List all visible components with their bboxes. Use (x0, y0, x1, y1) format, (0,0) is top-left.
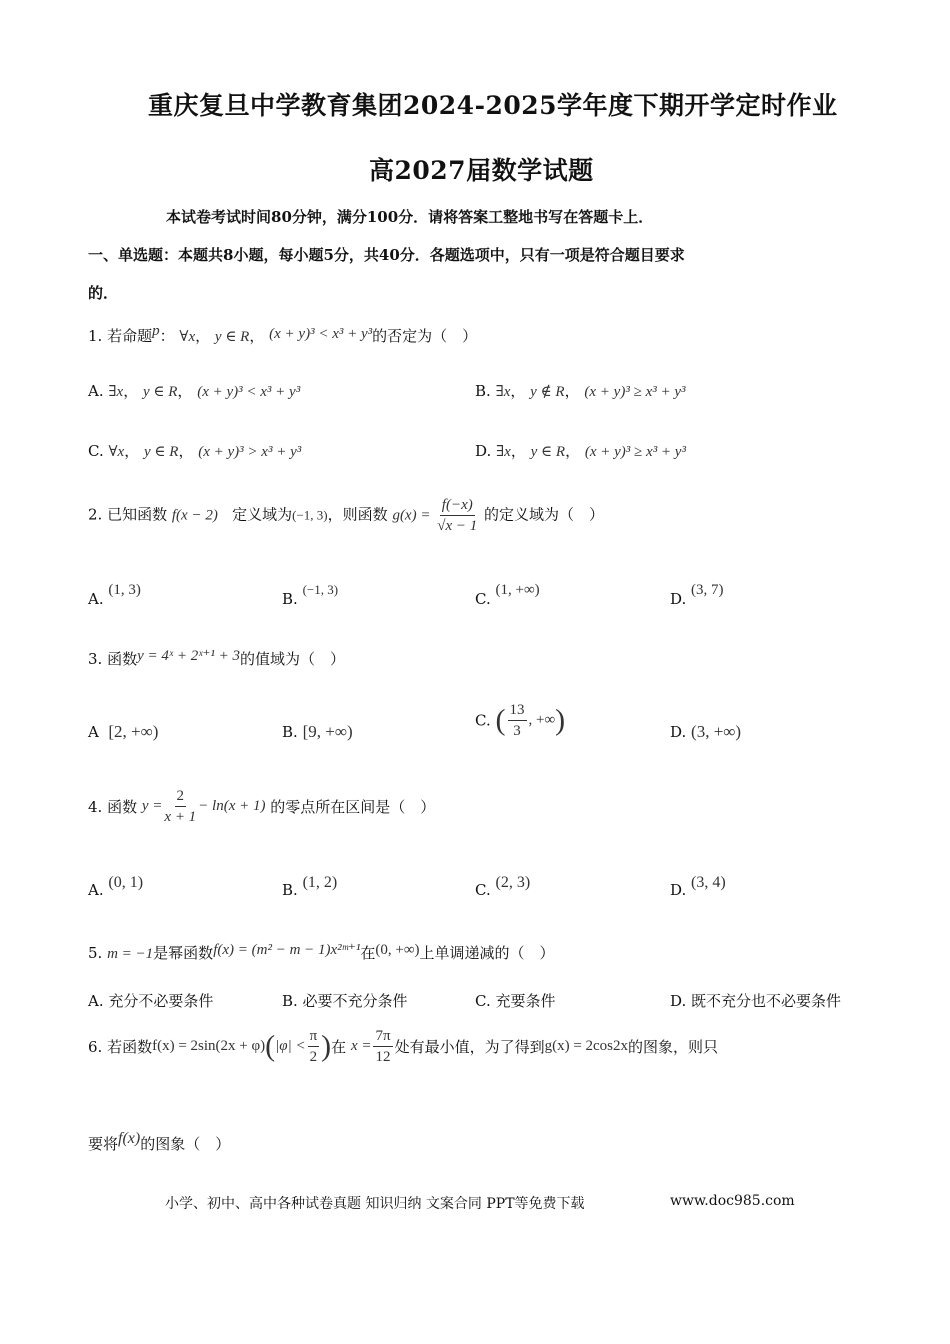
option-label: C. (475, 590, 491, 608)
q2-option-d (670, 582, 724, 608)
q6-math: |φ| < (275, 1038, 306, 1054)
q2-math: (−1, 3) (292, 507, 328, 523)
option-sep: ， (510, 382, 526, 400)
fraction-numerator: 2 (175, 786, 187, 807)
fraction-denominator: 12 (375, 1049, 391, 1065)
question-3 (88, 646, 345, 669)
q4-option-c (475, 874, 530, 899)
q1-option-d (475, 440, 686, 461)
footer-url[interactable]: www.doc985.com (670, 1193, 795, 1209)
option-label: B. (282, 881, 298, 899)
option-sep: ， (178, 442, 194, 460)
option-label: B. (282, 723, 298, 741)
q6-suffix: 的图象（ ） (140, 1135, 231, 1153)
q1-option-b (475, 380, 686, 401)
q2-option-b (282, 582, 338, 608)
q4-option-b (282, 874, 337, 899)
q5-suffix: 上单调递减的（ ） (419, 944, 555, 962)
q2-option-c (475, 582, 540, 608)
q6-text: 处有最小值，为了得到 (394, 1038, 545, 1056)
q1-sep: ， (195, 327, 211, 345)
q4-math: y = (141, 798, 163, 814)
q4-suffix: 的零点所在区间是（ ） (270, 798, 436, 816)
right-paren: ) (321, 1029, 332, 1063)
option-math: (1, 2) (302, 874, 338, 891)
q4-option-a (88, 874, 143, 899)
q2-math: f(x − 2) (171, 507, 218, 524)
q1-math: y ∈ R (214, 329, 250, 345)
q3-prefix: 3. 函数 (88, 650, 138, 668)
q4-math: − ln(x + 1) (198, 798, 266, 814)
q3-option-a (88, 722, 158, 742)
exam-subtitle: 高2027届数学试题 (369, 156, 594, 185)
q2-text: ，则函数 (327, 505, 388, 524)
right-paren: ) (555, 703, 566, 737)
option-math: (3, +∞) (691, 722, 742, 741)
option-math: [9, +∞) (302, 722, 353, 741)
q4-fraction (164, 786, 196, 827)
q5-math: (0, +∞) (375, 942, 420, 958)
q6-math: g(x) = 2cos2x (544, 1038, 629, 1054)
q6-math: x = (350, 1038, 372, 1054)
option-math: (−1, 3) (302, 582, 339, 597)
option-math: (x + y)³ ≥ x³ + y³ (584, 384, 686, 400)
option-sep: ， (123, 382, 139, 400)
q6-prefix: 6. 若函数 (88, 1038, 153, 1056)
q3-math: y = 4ˣ + 2ˣ⁺¹ + 3 (137, 648, 240, 664)
q6-cond-fraction (308, 1026, 320, 1067)
q2-text: 定义域为 (232, 505, 293, 524)
exam-title: 重庆复旦中学教育集团2024-2025学年度下期开学定时作业 (148, 91, 838, 120)
option-label: C. (88, 442, 104, 460)
q5-text: 在 (360, 944, 376, 962)
question-4 (88, 786, 435, 827)
option-math: ∃x (496, 444, 511, 460)
option-math: (1, +∞) (495, 582, 540, 598)
option-math: y ∈ R (142, 384, 178, 400)
option-math: (0, 1) (108, 874, 144, 891)
option-math: y ∉ R (530, 384, 565, 400)
option-label: A. (88, 382, 104, 400)
instructions: 本试卷考试时间80分钟，满分100分．请将答案工整地书写在答题卡上． (166, 208, 654, 226)
q6-x-fraction (373, 1026, 392, 1067)
q5-option-a: A. 充分不必要条件 (88, 992, 214, 1010)
option-math: [2, +∞) (108, 722, 159, 741)
fraction-numerator: 13 (508, 700, 527, 721)
q3-suffix: 的值域为（ ） (240, 650, 346, 668)
q3-option-b (282, 722, 353, 742)
option-label: B. (282, 590, 298, 608)
option-label: A (88, 723, 99, 741)
option-sep: ， (177, 382, 193, 400)
section-heading: 一、单选题：本题共8小题，每小题5分，共40分．各题选项中，只有一项是符合题目要求 (88, 246, 685, 264)
q6-suffix: 的图象，则只 (628, 1038, 719, 1056)
option-label: A. (88, 590, 104, 608)
option-math: (x + y)³ > x³ + y³ (198, 444, 302, 460)
q3-option-d (670, 722, 741, 742)
fraction-denominator: 3 (513, 723, 521, 739)
question-2 (88, 495, 604, 536)
fraction-numerator: 7π (373, 1026, 392, 1047)
q3c-fraction (508, 700, 527, 741)
option-label: C. (475, 881, 491, 899)
q1-math: ∀x (179, 329, 196, 345)
option-label: C. (475, 711, 491, 730)
q6-math: f(x) (118, 1130, 141, 1147)
fraction-numerator: π (308, 1026, 320, 1047)
q1-option-a (88, 380, 300, 401)
q5-option-c: C. 充要条件 (475, 992, 556, 1010)
q2-option-a (88, 582, 141, 608)
q2-fraction (437, 495, 477, 536)
q1-suffix: 的否定为（ ） (372, 327, 478, 345)
option-sep: ， (510, 442, 526, 460)
footer-text: 小学、初中、高中各种试卷真题 知识归纳 文案合同 PPT等免费下载 (165, 1196, 585, 1212)
q5-text: 是幂函数 (153, 944, 214, 962)
option-label: D. (670, 590, 687, 608)
option-math: (1, 3) (108, 582, 141, 598)
q5-option-b: B. 必要不充分条件 (282, 992, 408, 1010)
option-label: D. (475, 442, 492, 460)
q3-option-c (475, 700, 565, 741)
option-label: D. (670, 881, 687, 899)
q6-text: 在 (331, 1038, 347, 1056)
fraction-numerator: f(−x) (440, 495, 475, 516)
fraction-denominator: x + 1 (164, 809, 197, 825)
question-6-cont (88, 1130, 230, 1154)
option-sep: ， (565, 442, 581, 460)
q5-math: f(x) = (m² − m − 1)x²ᵐ⁺¹ (213, 942, 361, 958)
q1-sep: ， (249, 327, 265, 345)
q4-option-d (670, 874, 726, 899)
question-5 (88, 940, 555, 963)
question-6 (88, 1026, 718, 1067)
option-math: (x + y)³ ≥ x³ + y³ (584, 444, 686, 460)
option-math: ∃x (108, 384, 124, 400)
left-paren: ( (265, 1029, 276, 1063)
option-label: A. (88, 881, 104, 899)
q5-prefix: 5. (88, 944, 103, 962)
q6-text: 要将 (88, 1135, 119, 1153)
q6-math: f(x) = 2sin(2x + φ) (152, 1038, 266, 1054)
section-heading-cont: 的． (88, 284, 119, 302)
option-label: B. (475, 382, 491, 400)
q5-option-d: D. 既不充分也不必要条件 (670, 992, 842, 1010)
fraction-denominator: 2 (309, 1049, 318, 1065)
option-sep: ， (124, 442, 140, 460)
option-sep: ， (564, 382, 580, 400)
q2-suffix: 的定义域为（ ） (484, 505, 605, 524)
q4-prefix: 4. 函数 (88, 798, 138, 816)
option-math: ∃x (495, 384, 511, 400)
option-math: (3, 4) (691, 874, 726, 891)
q1-colon: ： (159, 327, 175, 345)
q5-math: m = −1 (107, 946, 154, 962)
q1-option-c (88, 440, 301, 461)
q2-prefix: 2. 已知函数 (88, 505, 168, 524)
option-label: D. (670, 723, 687, 741)
option-math: (2, 3) (495, 874, 531, 891)
q1-math: (x + y)³ < x³ + y³ (269, 326, 373, 342)
option-math: y ∈ R (144, 444, 179, 460)
fraction-denominator: √x − 1 (437, 518, 478, 534)
option-math: ∀x (108, 444, 125, 460)
q2-math: g(x) = (392, 507, 431, 524)
q1-math: p (152, 323, 160, 339)
left-paren: ( (495, 703, 506, 737)
q1-prefix: 1. 若命题 (88, 327, 153, 345)
option-math: , +∞ (528, 712, 556, 728)
option-math: (x + y)³ < x³ + y³ (197, 384, 301, 400)
question-1 (88, 323, 477, 346)
option-math: y ∈ R (530, 444, 566, 460)
option-math: (3, 7) (691, 582, 724, 598)
